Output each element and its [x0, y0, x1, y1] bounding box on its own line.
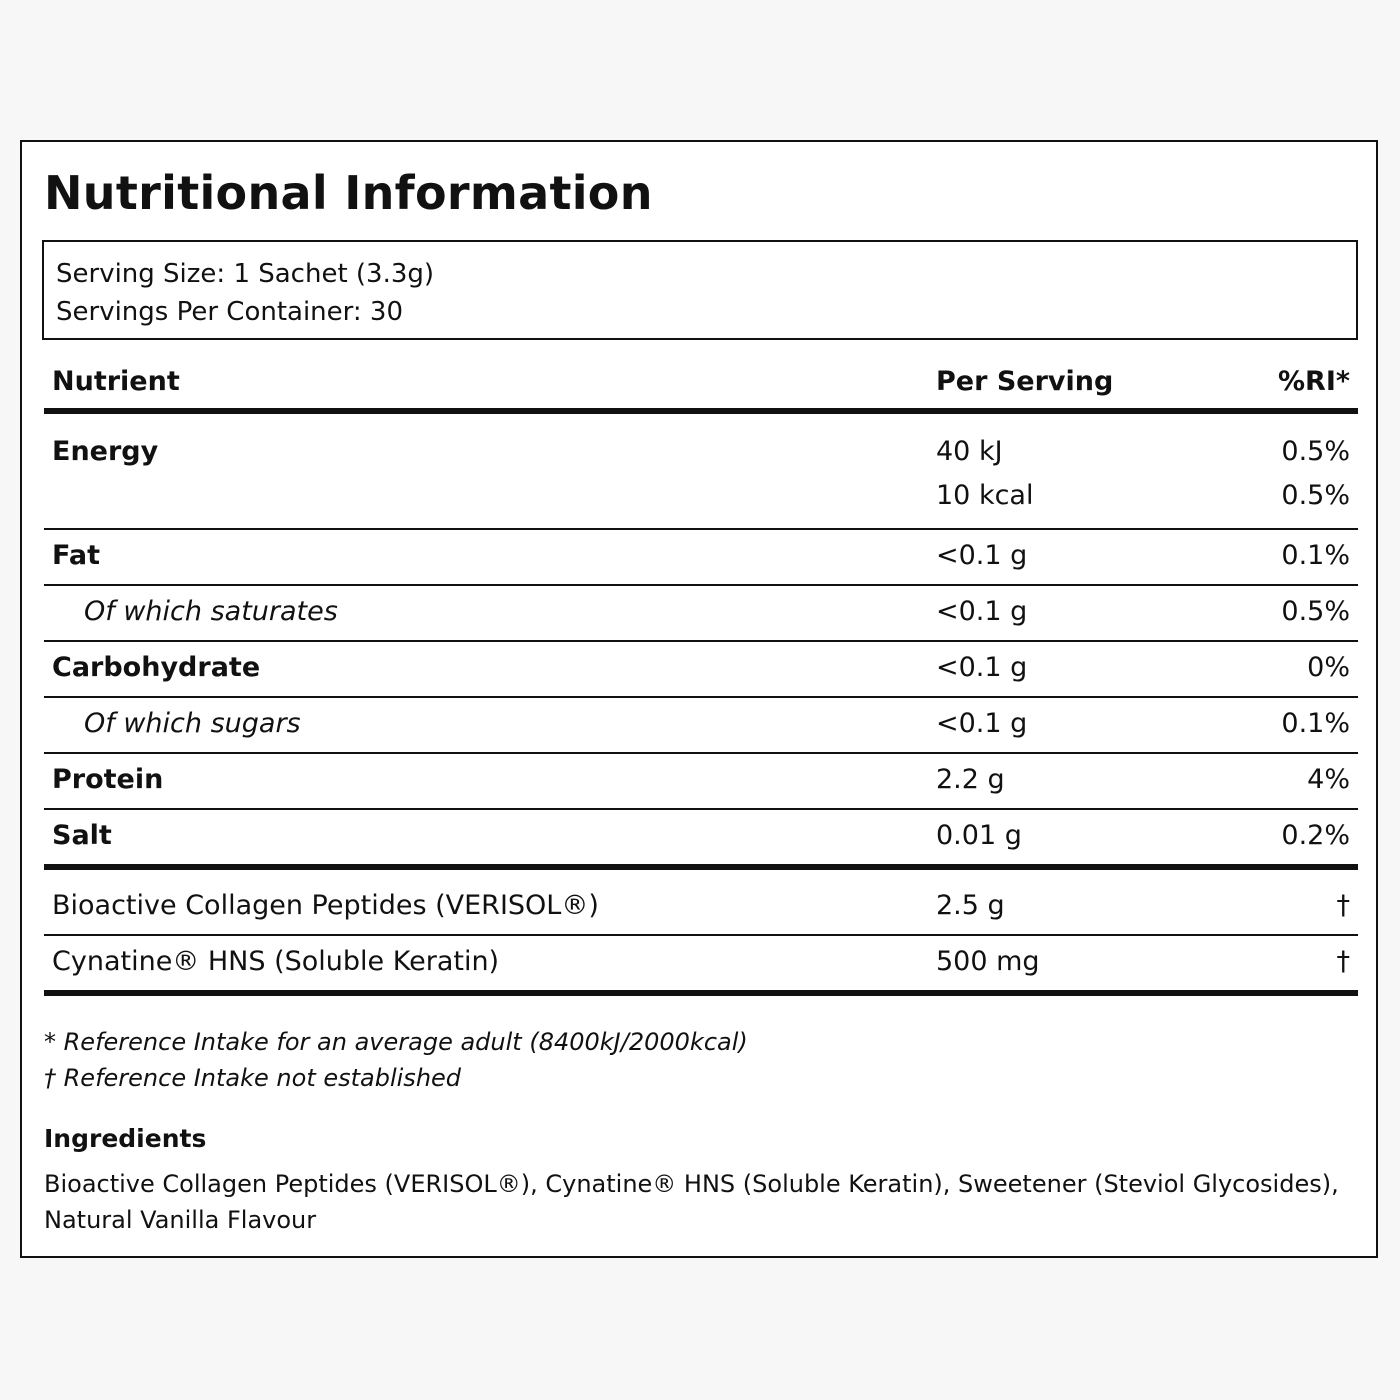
table-row-sugars: [44, 698, 1358, 754]
table-row-salt: [44, 810, 1358, 870]
nutrition-table: [44, 352, 1358, 996]
ri-value: 0.1%: [1281, 708, 1350, 739]
dagger-footnote: † Reference Intake not established: [44, 1064, 462, 1092]
per-serving-value: <0.1 g: [936, 708, 1028, 739]
footnotes: [44, 1024, 748, 1096]
nutrient-name: Of which saturates: [84, 596, 338, 627]
header-ri: %RI*: [1277, 366, 1350, 397]
nutrient-name: Fat: [52, 540, 100, 571]
servings-per-container: Servings Per Container: 30: [56, 297, 404, 327]
nutrient-name: Energy: [52, 436, 159, 467]
table-row-fat: [44, 530, 1358, 586]
table-row-protein: [44, 754, 1358, 810]
nutrient-name: Protein: [52, 764, 164, 795]
ri-value: †: [1336, 946, 1350, 977]
per-serving-value: 2.5 g: [936, 890, 1005, 921]
header-nutrient: Nutrient: [52, 366, 180, 397]
per-serving-value: <0.1 g: [936, 540, 1028, 571]
ri-footnote: * Reference Intake for an average adult (8400kJ/2000kcal): [44, 1028, 748, 1056]
ingredients-heading: Ingredients: [44, 1124, 207, 1153]
nutrient-name: Bioactive Collagen Peptides (VERISOL®): [52, 890, 599, 921]
ri-value: 0.5%: [1281, 596, 1350, 627]
nutrient-name: Carbohydrate: [52, 652, 261, 683]
ri-value: 0.5%: [1281, 436, 1350, 467]
serving-size: Serving Size: 1 Sachet (3.3g): [56, 259, 435, 289]
per-serving-value: 40 kJ: [936, 436, 1003, 467]
page-title: Nutritional Information: [44, 166, 653, 220]
table-row-carbohydrate: [44, 642, 1358, 698]
nutrient-name: Salt: [52, 820, 112, 851]
header-per-serving: Per Serving: [936, 366, 1114, 397]
ri-value: 0.2%: [1281, 820, 1350, 851]
table-row-keratin: [44, 936, 1358, 996]
nutrition-panel: [20, 140, 1378, 1258]
ri-value: 0%: [1307, 652, 1350, 683]
table-header: [44, 352, 1358, 414]
nutrient-name: Cynatine® HNS (Soluble Keratin): [52, 946, 500, 977]
ri-value: 4%: [1307, 764, 1350, 795]
per-serving-value: <0.1 g: [936, 596, 1028, 627]
per-serving-value: 10 kcal: [936, 480, 1034, 511]
ri-value: †: [1336, 890, 1350, 921]
serving-info-box: [42, 240, 1358, 340]
per-serving-value: <0.1 g: [936, 652, 1028, 683]
per-serving-value: 0.01 g: [936, 820, 1022, 851]
ri-value: 0.1%: [1281, 540, 1350, 571]
table-row-saturates: [44, 586, 1358, 642]
per-serving-value: 500 mg: [936, 946, 1040, 977]
ingredients-text: Bioactive Collagen Peptides (VERISOL®), Cynatine® HNS (Soluble Keratin), Sweetener (Steviol Glycosides), Natural Vanilla Flavour: [44, 1170, 1339, 1234]
per-serving-value: 2.2 g: [936, 764, 1005, 795]
table-row-energy-kcal: [44, 468, 1358, 530]
table-row-collagen: [44, 870, 1358, 936]
ri-value: 0.5%: [1281, 480, 1350, 511]
nutrient-name: Of which sugars: [84, 708, 301, 739]
table-row-energy-kj: [44, 414, 1358, 468]
